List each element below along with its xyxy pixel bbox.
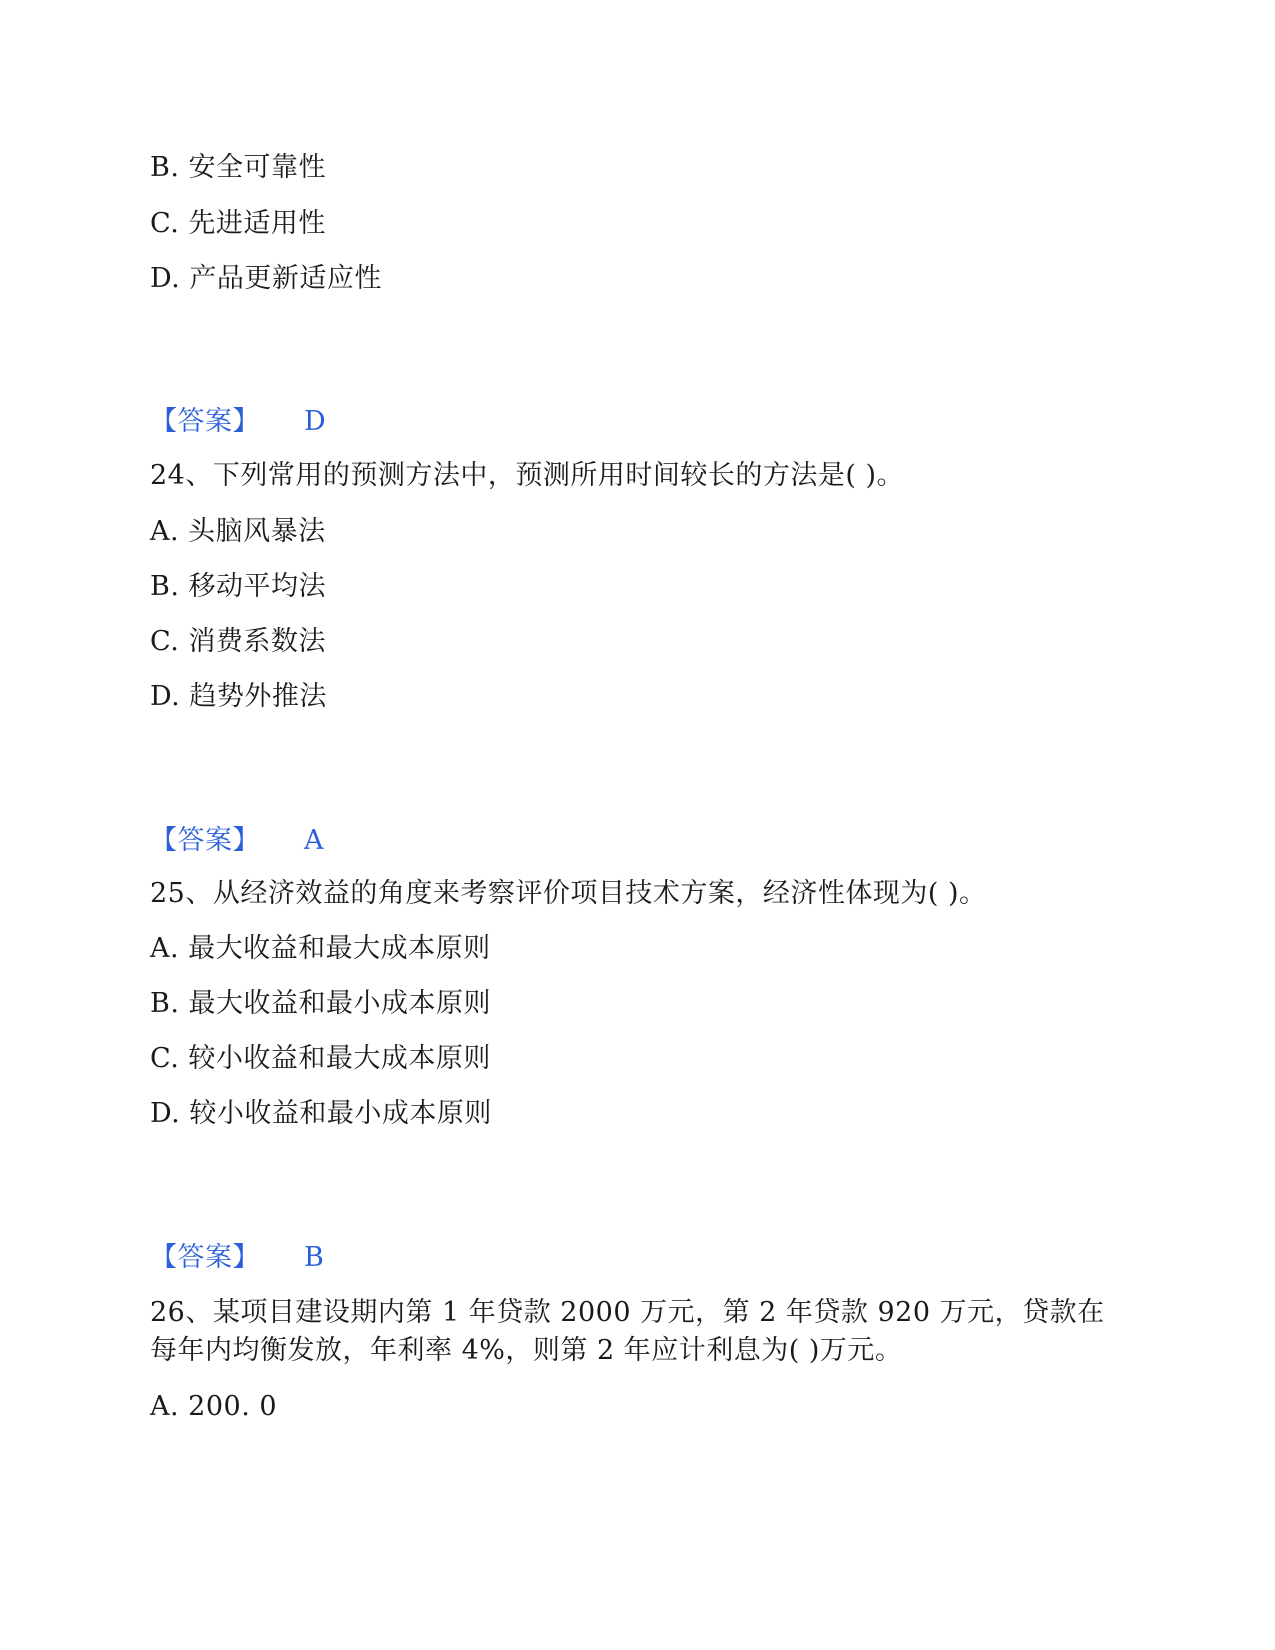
q24-option-a: A. 头脑风暴法 [150, 516, 326, 547]
answer-label: 【答案】 [150, 406, 260, 437]
answer-label: 【答案】 [150, 825, 260, 856]
q24-option-b: B. 移动平均法 [150, 571, 327, 602]
q25-option-d: D. 较小收益和最小成本原则 [150, 1098, 492, 1129]
q25-answer [150, 1240, 324, 1276]
q24-option-d: D. 趋势外推法 [150, 681, 327, 712]
answer-value: D [304, 406, 327, 437]
answer-value: A [304, 825, 324, 856]
q26-stem-line-1: 26、某项目建设期内第 1 年贷款 2000 万元，第 2 年贷款 920 万元，贷款在 [150, 1297, 1105, 1328]
q25-option-c: C. 较小收益和最大成本原则 [150, 1043, 491, 1074]
q25-option-a: A. 最大收益和最大成本原则 [150, 933, 491, 964]
q26-stem-line-2: 每年内均衡发放，年利率 4%，则第 2 年应计利息为( )万元。 [150, 1335, 903, 1366]
q23-option-c: C. 先进适用性 [150, 208, 326, 239]
answer-value: B [304, 1242, 325, 1273]
q24-stem: 24、下列常用的预测方法中，预测所用时间较长的方法是( )。 [150, 460, 905, 491]
answer-label: 【答案】 [150, 1242, 260, 1273]
q23-option-d: D. 产品更新适应性 [150, 263, 382, 294]
q26-option-a: A. 200. 0 [150, 1391, 278, 1422]
q24-answer [150, 823, 324, 859]
q23-answer [150, 404, 326, 440]
q24-option-c: C. 消费系数法 [150, 626, 326, 657]
q25-stem: 25、从经济效益的角度来考察评价项目技术方案，经济性体现为( )。 [150, 878, 987, 909]
q23-option-b: B. 安全可靠性 [150, 152, 327, 183]
q25-option-b: B. 最大收益和最小成本原则 [150, 988, 492, 1019]
